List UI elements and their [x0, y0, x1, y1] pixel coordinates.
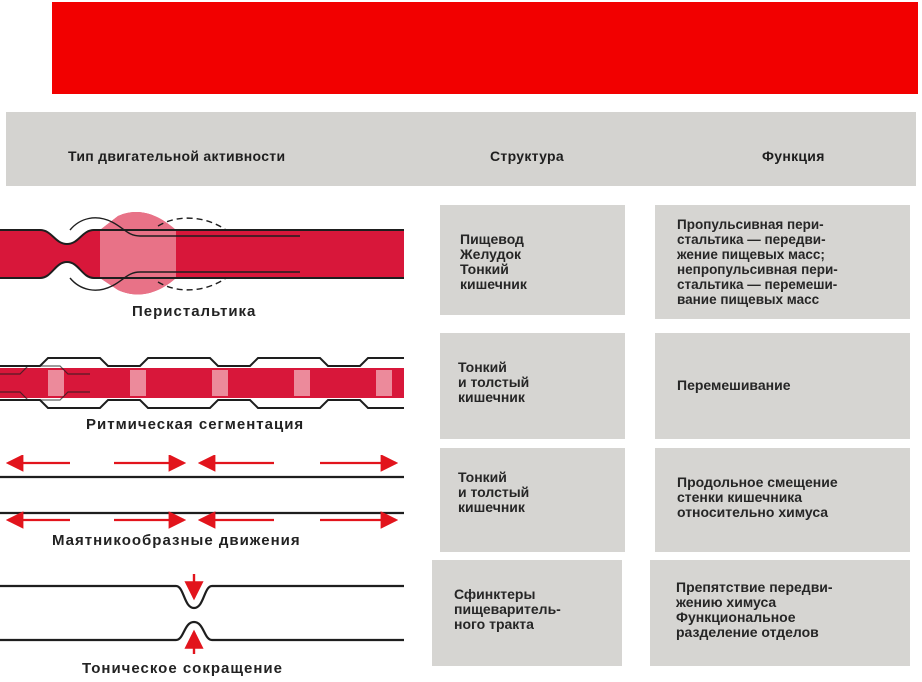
- tonic-caption: Тоническое сокращение: [82, 660, 283, 677]
- structure-cell-peristalsis: Пищевод Желудок Тонкий кишечник: [440, 205, 625, 315]
- segmentation-caption: Ритмическая сегментация: [86, 416, 305, 433]
- function-cell-segmentation: Перемешивание: [655, 333, 910, 439]
- pendular-motion-diagram-icon: [0, 455, 410, 531]
- tonic-contraction-diagram-icon: [0, 572, 410, 656]
- function-cell-tonic: Препятствие передви- жению химуса Функциональное разделение отделов: [650, 560, 910, 666]
- peristalsis-caption: Перистальтика: [132, 303, 257, 320]
- function-cell-pendular: Продольное смещение стенки кишечника относительно химуса: [655, 448, 910, 552]
- structure-cell-tonic: Сфинктеры пищеваритель- ного тракта: [432, 560, 622, 666]
- peristalsis-diagram-icon: [0, 212, 410, 300]
- structure-cell-segmentation: Тонкий и толстый кишечник: [440, 333, 625, 439]
- header-function: Функция: [762, 148, 825, 164]
- header-structure: Структура: [490, 148, 564, 164]
- title-bar: [52, 2, 918, 94]
- function-cell-peristalsis: Пропульсивная пери- стальтика — передви- жение пищевых масс; непропульсивная пери- стальтика — перемеши- вание пищевых масс: [655, 205, 910, 319]
- segmentation-diagram-icon: [0, 352, 410, 414]
- pendular-caption: Маятникообразные движения: [52, 532, 301, 549]
- header-type: Тип двигательной активности: [68, 148, 286, 164]
- structure-cell-pendular: Тонкий и толстый кишечник: [440, 448, 625, 552]
